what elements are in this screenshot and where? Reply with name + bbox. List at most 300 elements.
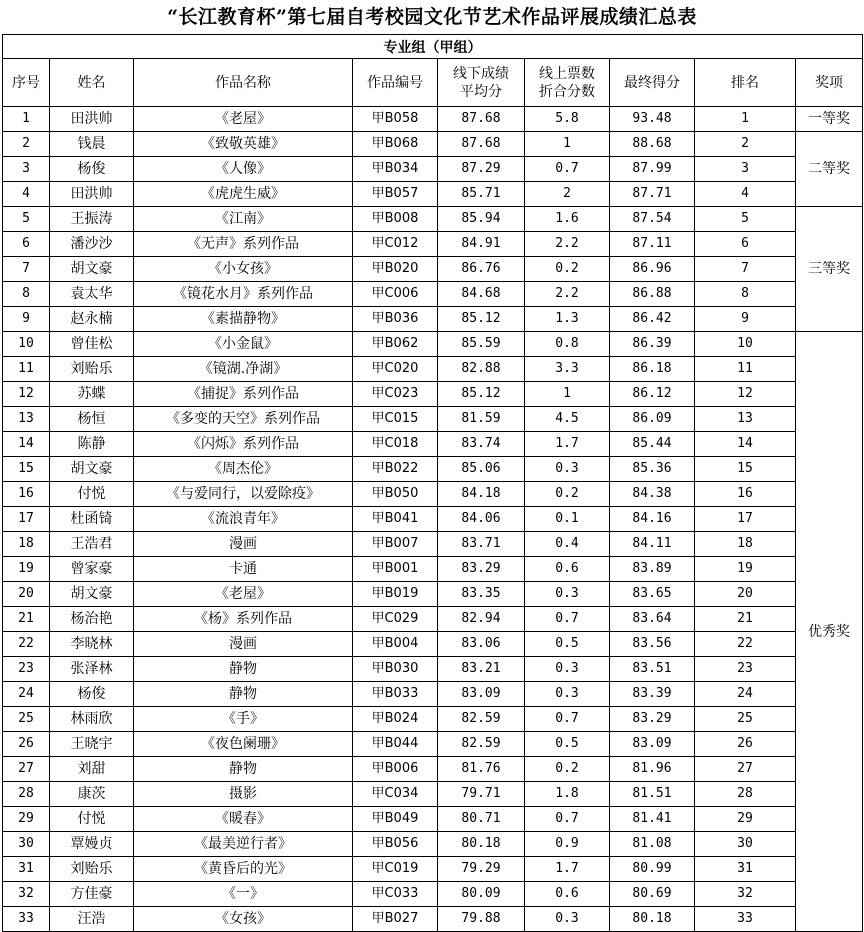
cell-work: 《人像》 (134, 157, 353, 182)
cell-name: 袁太华 (50, 282, 134, 307)
cell-final-score: 83.51 (610, 657, 695, 682)
cell-offline-score: 79.88 (438, 907, 525, 932)
cell-code: 甲B033 (353, 682, 438, 707)
cell-code: 甲B044 (353, 732, 438, 757)
cell-work: 摄影 (134, 782, 353, 807)
cell-no: 4 (3, 182, 50, 207)
cell-work: 卡通 (134, 557, 353, 582)
cell-rank: 23 (695, 657, 796, 682)
cell-no: 7 (3, 257, 50, 282)
cell-online-score: 5.8 (525, 107, 610, 132)
cell-rank: 3 (695, 157, 796, 182)
cell-code: 甲B004 (353, 632, 438, 657)
cell-name: 刘甜 (50, 757, 134, 782)
cell-name: 付悦 (50, 482, 134, 507)
cell-offline-score: 85.71 (438, 182, 525, 207)
cell-name: 胡文豪 (50, 457, 134, 482)
cell-offline-score: 85.12 (438, 382, 525, 407)
cell-name: 刘贻乐 (50, 857, 134, 882)
cell-rank: 27 (695, 757, 796, 782)
cell-online-score: 1.7 (525, 857, 610, 882)
cell-no: 18 (3, 532, 50, 557)
cell-offline-score: 79.71 (438, 782, 525, 807)
cell-code: 甲B034 (353, 157, 438, 182)
cell-name: 胡文豪 (50, 582, 134, 607)
cell-code: 甲B062 (353, 332, 438, 357)
cell-online-score: 0.9 (525, 832, 610, 857)
cell-online-score: 4.5 (525, 407, 610, 432)
cell-offline-score: 80.71 (438, 807, 525, 832)
cell-offline-score: 83.09 (438, 682, 525, 707)
cell-work: 《无声》系列作品 (134, 232, 353, 257)
group-heading: 专业组（甲组） (3, 35, 863, 59)
cell-online-score: 0.3 (525, 582, 610, 607)
cell-final-score: 93.48 (610, 107, 695, 132)
cell-offline-score: 82.88 (438, 357, 525, 382)
cell-code: 甲B022 (353, 457, 438, 482)
cell-online-score: 0.7 (525, 807, 610, 832)
cell-name: 杨俊 (50, 157, 134, 182)
cell-rank: 8 (695, 282, 796, 307)
cell-no: 11 (3, 357, 50, 382)
cell-rank: 31 (695, 857, 796, 882)
cell-no: 2 (3, 132, 50, 157)
cell-online-score: 1.8 (525, 782, 610, 807)
table-row (3, 532, 863, 557)
cell-rank: 33 (695, 907, 796, 932)
cell-final-score: 87.54 (610, 207, 695, 232)
cell-work: 《周杰伦》 (134, 457, 353, 482)
cell-online-score: 2.2 (525, 282, 610, 307)
cell-work: 静物 (134, 757, 353, 782)
table-row (3, 682, 863, 707)
cell-code: 甲B019 (353, 582, 438, 607)
cell-offline-score: 85.59 (438, 332, 525, 357)
header-row (3, 59, 863, 107)
cell-rank: 7 (695, 257, 796, 282)
cell-final-score: 86.42 (610, 307, 695, 332)
cell-code: 甲C018 (353, 432, 438, 457)
table-row (3, 157, 863, 182)
cell-no: 12 (3, 382, 50, 407)
cell-name: 曾佳松 (50, 332, 134, 357)
cell-rank: 18 (695, 532, 796, 557)
table-row (3, 907, 863, 932)
cell-online-score: 0.3 (525, 682, 610, 707)
cell-code: 甲C012 (353, 232, 438, 257)
table-row (3, 357, 863, 382)
cell-offline-score: 84.68 (438, 282, 525, 307)
cell-name: 曾家豪 (50, 557, 134, 582)
cell-no: 21 (3, 607, 50, 632)
table-row (3, 557, 863, 582)
cell-final-score: 86.96 (610, 257, 695, 282)
cell-rank: 32 (695, 882, 796, 907)
cell-code: 甲B007 (353, 532, 438, 557)
cell-offline-score: 84.18 (438, 482, 525, 507)
cell-offline-score: 83.06 (438, 632, 525, 657)
cell-no: 9 (3, 307, 50, 332)
cell-no: 24 (3, 682, 50, 707)
cell-name: 汪浩 (50, 907, 134, 932)
cell-final-score: 81.51 (610, 782, 695, 807)
cell-online-score: 1.3 (525, 307, 610, 332)
cell-offline-score: 87.29 (438, 157, 525, 182)
cell-code: 甲B020 (353, 257, 438, 282)
cell-online-score: 0.7 (525, 157, 610, 182)
table-row (3, 182, 863, 207)
cell-offline-score: 85.12 (438, 307, 525, 332)
cell-final-score: 87.71 (610, 182, 695, 207)
cell-code: 甲C033 (353, 882, 438, 907)
header-no: 序号 (3, 59, 50, 107)
table-row (3, 107, 863, 132)
cell-rank: 13 (695, 407, 796, 432)
cell-final-score: 86.12 (610, 382, 695, 407)
cell-work: 《一》 (134, 882, 353, 907)
cell-online-score: 0.2 (525, 257, 610, 282)
cell-no: 26 (3, 732, 50, 757)
cell-no: 22 (3, 632, 50, 657)
table-row (3, 332, 863, 357)
cell-work: 《老屋》 (134, 107, 353, 132)
cell-no: 14 (3, 432, 50, 457)
cell-name: 杜函锜 (50, 507, 134, 532)
cell-online-score: 0.6 (525, 557, 610, 582)
cell-code: 甲C034 (353, 782, 438, 807)
cell-work: 《镜湖.净湖》 (134, 357, 353, 382)
cell-online-score: 0.3 (525, 907, 610, 932)
cell-code: 甲C029 (353, 607, 438, 632)
cell-final-score: 83.56 (610, 632, 695, 657)
cell-offline-score: 82.59 (438, 707, 525, 732)
cell-name: 刘贻乐 (50, 357, 134, 382)
table-row (3, 132, 863, 157)
table-row (3, 457, 863, 482)
cell-no: 25 (3, 707, 50, 732)
cell-final-score: 87.11 (610, 232, 695, 257)
cell-rank: 28 (695, 782, 796, 807)
cell-work: 漫画 (134, 532, 353, 557)
cell-offline-score: 85.94 (438, 207, 525, 232)
award-cell-first: 一等奖 (796, 107, 863, 132)
cell-work: 《素描静物》 (134, 307, 353, 332)
cell-no: 1 (3, 107, 50, 132)
cell-final-score: 83.65 (610, 582, 695, 607)
cell-final-score: 84.38 (610, 482, 695, 507)
cell-work: 《镜花水月》系列作品 (134, 282, 353, 307)
results-table (2, 34, 863, 932)
cell-online-score: 0.3 (525, 457, 610, 482)
cell-code: 甲B027 (353, 907, 438, 932)
cell-final-score: 86.39 (610, 332, 695, 357)
document-title: “长江教育杯”第七届自考校园文化节艺术作品评展成绩汇总表 (167, 6, 697, 28)
table-row (3, 707, 863, 732)
cell-offline-score: 80.18 (438, 832, 525, 857)
cell-no: 20 (3, 582, 50, 607)
cell-online-score: 0.5 (525, 632, 610, 657)
cell-final-score: 87.99 (610, 157, 695, 182)
cell-final-score: 81.08 (610, 832, 695, 857)
header-award: 奖项 (796, 59, 863, 107)
cell-name: 潘沙沙 (50, 232, 134, 257)
cell-work: 静物 (134, 682, 353, 707)
cell-online-score: 0.4 (525, 532, 610, 557)
cell-rank: 12 (695, 382, 796, 407)
cell-online-score: 0.2 (525, 757, 610, 782)
cell-rank: 22 (695, 632, 796, 657)
cell-online-score: 0.8 (525, 332, 610, 357)
cell-work: 《最美逆行者》 (134, 832, 353, 857)
table-row (3, 807, 863, 832)
cell-final-score: 88.68 (610, 132, 695, 157)
cell-rank: 10 (695, 332, 796, 357)
table-row (3, 782, 863, 807)
cell-name: 林雨欣 (50, 707, 134, 732)
cell-name: 钱晨 (50, 132, 134, 157)
header-final: 最终得分 (610, 59, 695, 107)
cell-no: 31 (3, 857, 50, 882)
cell-code: 甲B057 (353, 182, 438, 207)
cell-code: 甲B008 (353, 207, 438, 232)
cell-final-score: 83.09 (610, 732, 695, 757)
cell-offline-score: 83.21 (438, 657, 525, 682)
cell-work: 《杨》系列作品 (134, 607, 353, 632)
cell-final-score: 80.69 (610, 882, 695, 907)
cell-code: 甲C006 (353, 282, 438, 307)
cell-offline-score: 83.29 (438, 557, 525, 582)
table-row (3, 732, 863, 757)
cell-final-score: 84.16 (610, 507, 695, 532)
cell-name: 付悦 (50, 807, 134, 832)
cell-no: 30 (3, 832, 50, 857)
cell-work: 《小金鼠》 (134, 332, 353, 357)
table-row (3, 607, 863, 632)
cell-final-score: 81.41 (610, 807, 695, 832)
cell-final-score: 84.11 (610, 532, 695, 557)
cell-final-score: 80.99 (610, 857, 695, 882)
cell-online-score: 0.6 (525, 882, 610, 907)
table-row (3, 882, 863, 907)
cell-rank: 29 (695, 807, 796, 832)
cell-work: 《老屋》 (134, 582, 353, 607)
cell-online-score: 2 (525, 182, 610, 207)
cell-work: 《多变的天空》系列作品 (134, 407, 353, 432)
cell-name: 田洪帅 (50, 107, 134, 132)
cell-work: 《闪烁》系列作品 (134, 432, 353, 457)
cell-rank: 21 (695, 607, 796, 632)
cell-no: 10 (3, 332, 50, 357)
cell-no: 27 (3, 757, 50, 782)
cell-offline-score: 83.35 (438, 582, 525, 607)
cell-work: 《虎虎生威》 (134, 182, 353, 207)
cell-rank: 14 (695, 432, 796, 457)
header-online-line1: 线上票数 (539, 65, 595, 82)
cell-code: 甲C020 (353, 357, 438, 382)
award-cell-third: 三等奖 (796, 207, 863, 332)
cell-code: 甲B024 (353, 707, 438, 732)
cell-no: 32 (3, 882, 50, 907)
cell-code: 甲B050 (353, 482, 438, 507)
cell-no: 16 (3, 482, 50, 507)
cell-final-score: 85.36 (610, 457, 695, 482)
cell-work: 《暖春》 (134, 807, 353, 832)
cell-name: 王浩君 (50, 532, 134, 557)
cell-code: 甲B058 (353, 107, 438, 132)
cell-no: 3 (3, 157, 50, 182)
cell-rank: 5 (695, 207, 796, 232)
cell-code: 甲C019 (353, 857, 438, 882)
header-offline-line2: 平均分 (460, 83, 502, 100)
cell-rank: 1 (695, 107, 796, 132)
cell-code: 甲B036 (353, 307, 438, 332)
cell-online-score: 0.2 (525, 482, 610, 507)
cell-no: 17 (3, 507, 50, 532)
cell-final-score: 83.39 (610, 682, 695, 707)
cell-final-score: 85.44 (610, 432, 695, 457)
cell-online-score: 0.3 (525, 657, 610, 682)
cell-no: 33 (3, 907, 50, 932)
table-row (3, 832, 863, 857)
cell-no: 19 (3, 557, 50, 582)
header-name: 姓名 (50, 59, 134, 107)
cell-online-score: 1.6 (525, 207, 610, 232)
cell-online-score: 0.1 (525, 507, 610, 532)
cell-work: 《与爱同行，以爱除疫》 (134, 482, 353, 507)
cell-no: 15 (3, 457, 50, 482)
table-row (3, 307, 863, 332)
table-row (3, 507, 863, 532)
cell-rank: 15 (695, 457, 796, 482)
cell-final-score: 80.18 (610, 907, 695, 932)
cell-rank: 16 (695, 482, 796, 507)
table-row (3, 207, 863, 232)
cell-work: 《江南》 (134, 207, 353, 232)
cell-name: 杨治艳 (50, 607, 134, 632)
cell-offline-score: 84.91 (438, 232, 525, 257)
cell-name: 胡文豪 (50, 257, 134, 282)
header-online-line2: 折合分数 (539, 83, 595, 100)
cell-name: 赵永楠 (50, 307, 134, 332)
award-cell-second: 二等奖 (796, 132, 863, 207)
cell-name: 王振涛 (50, 207, 134, 232)
cell-offline-score: 84.06 (438, 507, 525, 532)
table-row (3, 232, 863, 257)
cell-online-score: 0.5 (525, 732, 610, 757)
cell-rank: 25 (695, 707, 796, 732)
cell-offline-score: 85.06 (438, 457, 525, 482)
cell-work: 《小女孩》 (134, 257, 353, 282)
cell-code: 甲B001 (353, 557, 438, 582)
cell-online-score: 3.3 (525, 357, 610, 382)
cell-rank: 19 (695, 557, 796, 582)
cell-work: 《捕捉》系列作品 (134, 382, 353, 407)
cell-offline-score: 83.74 (438, 432, 525, 457)
table-row (3, 857, 863, 882)
cell-no: 29 (3, 807, 50, 832)
cell-online-score: 0.7 (525, 607, 610, 632)
cell-online-score: 2.2 (525, 232, 610, 257)
header-online (525, 59, 610, 107)
cell-work: 《流浪青年》 (134, 507, 353, 532)
cell-rank: 17 (695, 507, 796, 532)
cell-code: 甲B049 (353, 807, 438, 832)
cell-final-score: 86.09 (610, 407, 695, 432)
cell-work: 《夜色阑珊》 (134, 732, 353, 757)
cell-online-score: 1 (525, 132, 610, 157)
cell-work: 《黄昏后的光》 (134, 857, 353, 882)
cell-offline-score: 81.76 (438, 757, 525, 782)
cell-name: 康茨 (50, 782, 134, 807)
table-row (3, 432, 863, 457)
cell-work: 漫画 (134, 632, 353, 657)
cell-final-score: 83.89 (610, 557, 695, 582)
cell-work: 静物 (134, 657, 353, 682)
cell-offline-score: 79.29 (438, 857, 525, 882)
cell-offline-score: 82.59 (438, 732, 525, 757)
header-offline-line1: 线下成绩 (453, 65, 509, 82)
cell-offline-score: 81.59 (438, 407, 525, 432)
header-work: 作品名称 (134, 59, 353, 107)
cell-name: 张泽林 (50, 657, 134, 682)
cell-name: 李晓林 (50, 632, 134, 657)
cell-final-score: 81.96 (610, 757, 695, 782)
cell-rank: 11 (695, 357, 796, 382)
cell-work: 《手》 (134, 707, 353, 732)
cell-offline-score: 87.68 (438, 132, 525, 157)
cell-offline-score: 80.09 (438, 882, 525, 907)
cell-name: 方佳豪 (50, 882, 134, 907)
cell-code: 甲C023 (353, 382, 438, 407)
cell-no: 28 (3, 782, 50, 807)
cell-rank: 9 (695, 307, 796, 332)
cell-final-score: 83.29 (610, 707, 695, 732)
cell-name: 杨恒 (50, 407, 134, 432)
award-cell-excellent: 优秀奖 (796, 332, 863, 932)
cell-name: 杨俊 (50, 682, 134, 707)
table-row (3, 407, 863, 432)
cell-code: 甲B041 (353, 507, 438, 532)
cell-offline-score: 87.68 (438, 107, 525, 132)
table-row (3, 382, 863, 407)
cell-work: 《致敬英雄》 (134, 132, 353, 157)
cell-no: 5 (3, 207, 50, 232)
cell-offline-score: 82.94 (438, 607, 525, 632)
cell-name: 田洪帅 (50, 182, 134, 207)
cell-final-score: 86.18 (610, 357, 695, 382)
cell-no: 6 (3, 232, 50, 257)
cell-code: 甲C015 (353, 407, 438, 432)
cell-rank: 6 (695, 232, 796, 257)
cell-name: 苏蝶 (50, 382, 134, 407)
cell-rank: 24 (695, 682, 796, 707)
cell-final-score: 83.64 (610, 607, 695, 632)
cell-rank: 26 (695, 732, 796, 757)
cell-online-score: 1.7 (525, 432, 610, 457)
cell-offline-score: 83.71 (438, 532, 525, 557)
cell-no: 23 (3, 657, 50, 682)
header-rank: 排名 (695, 59, 796, 107)
header-offline (438, 59, 525, 107)
cell-code: 甲B006 (353, 757, 438, 782)
cell-rank: 2 (695, 132, 796, 157)
cell-work: 《女孩》 (134, 907, 353, 932)
table-row (3, 482, 863, 507)
cell-rank: 30 (695, 832, 796, 857)
cell-no: 8 (3, 282, 50, 307)
table-row (3, 582, 863, 607)
cell-online-score: 0.7 (525, 707, 610, 732)
